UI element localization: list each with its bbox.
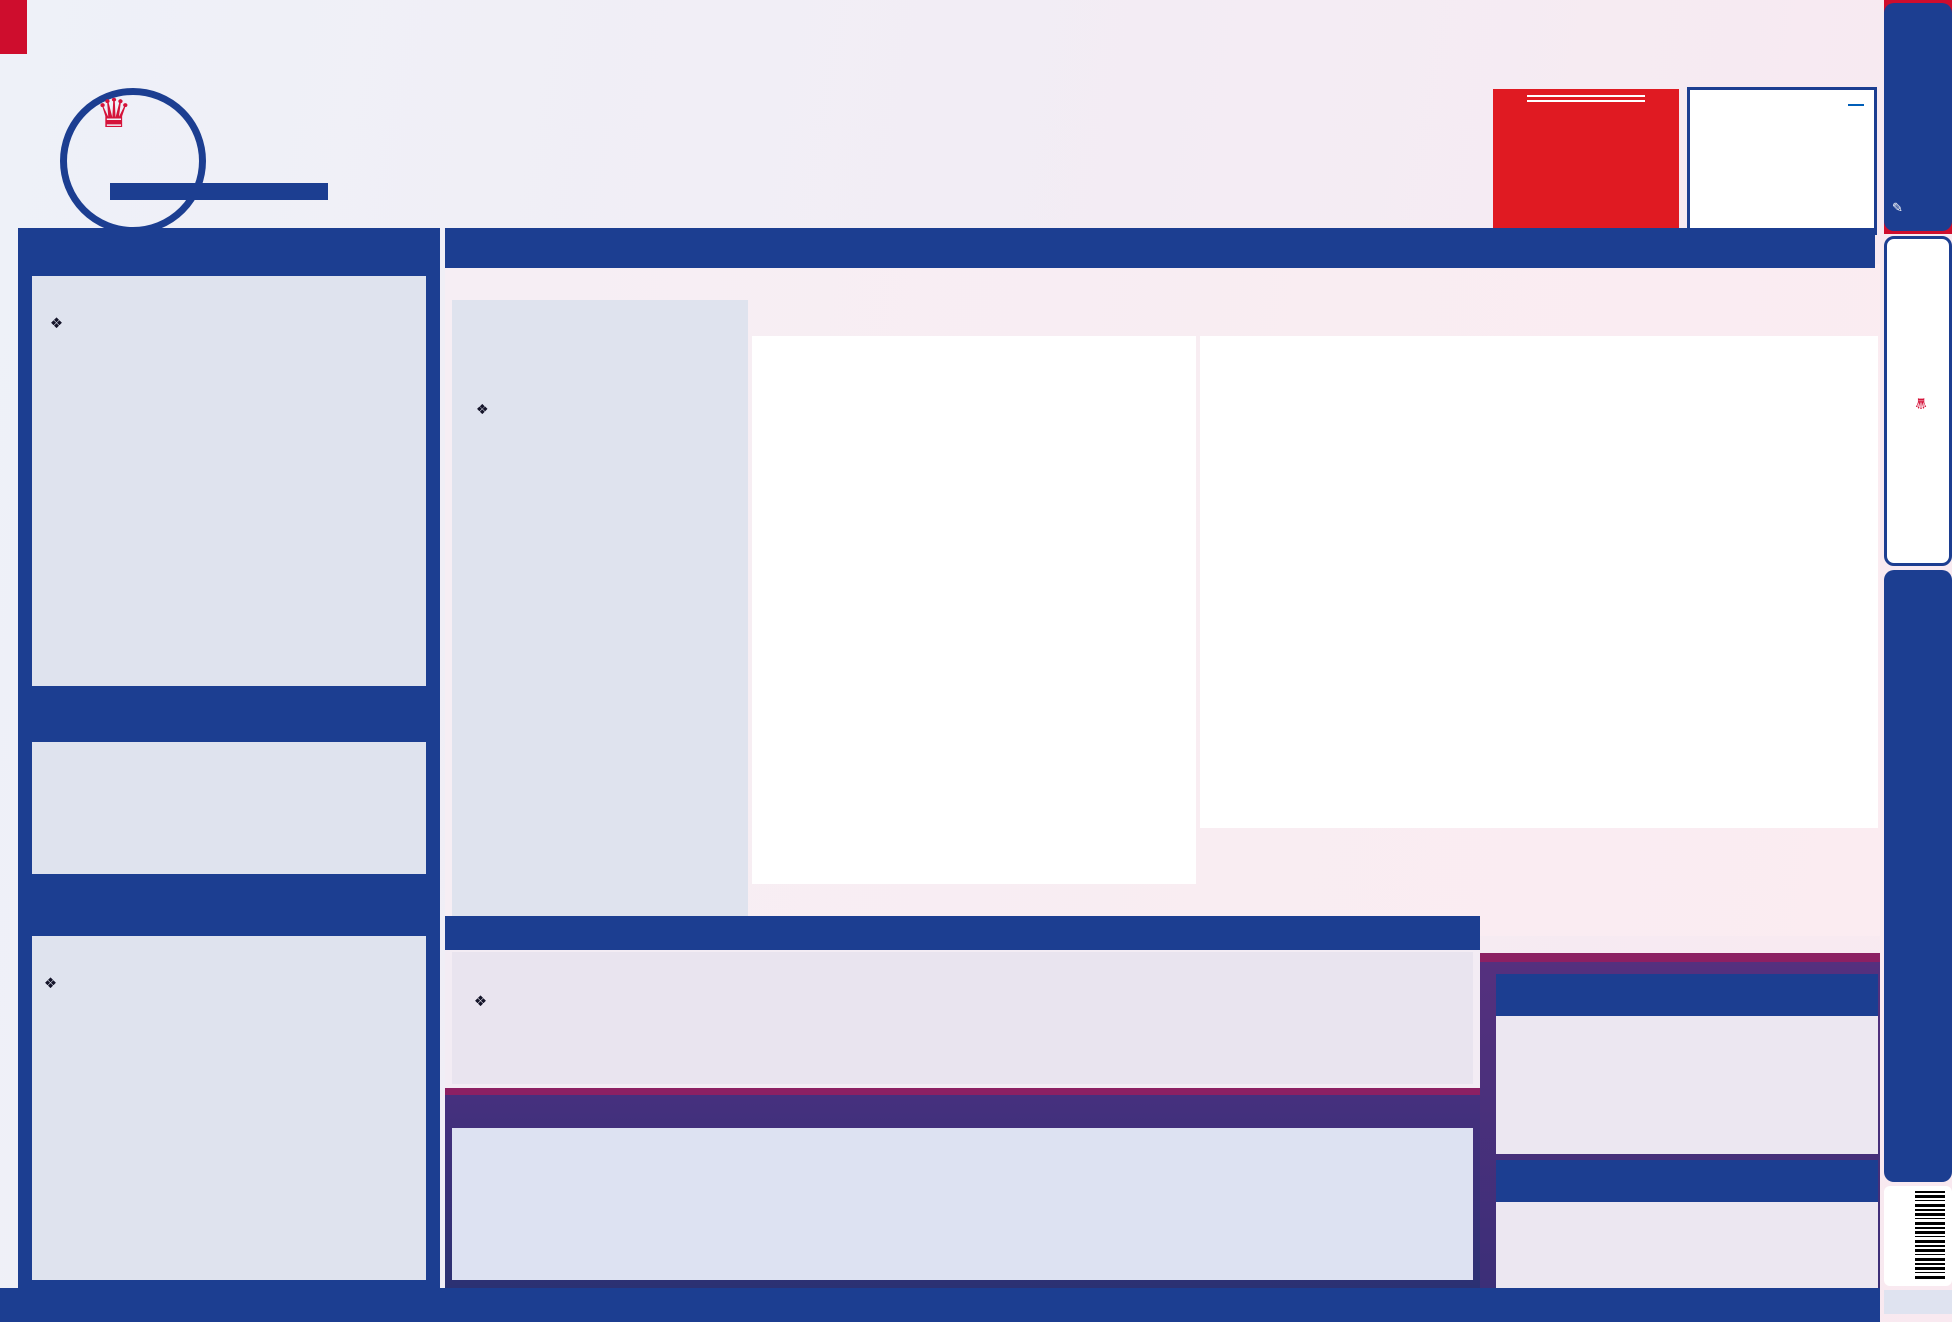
aim-content [32,742,426,874]
conclusion-content [452,952,1473,1084]
pen-icon: ✎ [1892,200,1903,215]
esot-mini-logo [1913,390,1931,412]
acknowledgements-content [1496,1016,1878,1154]
poster-session-online-card [1884,3,1952,231]
pie-chart [752,336,1196,884]
title-block [240,82,1190,96]
track-card [1884,570,1952,1182]
nhs-trust-logo [1687,87,1877,235]
bottom-bar [0,1288,1880,1322]
crown-icon: ♛ [1913,389,1930,413]
crown-icon: ♛ [96,92,132,136]
section-heading-results [445,228,1875,268]
poster-presented-card [1884,236,1952,566]
pie-circle [788,414,1162,788]
esot-circle [60,88,206,234]
poster-id-card [1884,1186,1952,1286]
section-heading-conclusion [445,916,1480,950]
nhs-icon [1848,104,1864,106]
section-heading-contact [1496,1160,1878,1202]
method-content [32,936,426,1280]
references-list [452,1128,1473,1280]
line-chart-svg [1200,336,1878,828]
event-code [1884,1290,1952,1314]
barcode [1915,1191,1945,1281]
section-heading-acknowledgements [1496,974,1878,1016]
contact-content [1496,1202,1878,1288]
esot-banner [110,183,328,200]
kings-rule [1527,95,1645,102]
left-column [18,228,440,1288]
results-bullets [452,300,748,918]
kings-college-logo [1493,89,1679,247]
introduction-content [32,276,426,686]
corner-accent [0,0,27,54]
line-chart [1200,336,1878,828]
